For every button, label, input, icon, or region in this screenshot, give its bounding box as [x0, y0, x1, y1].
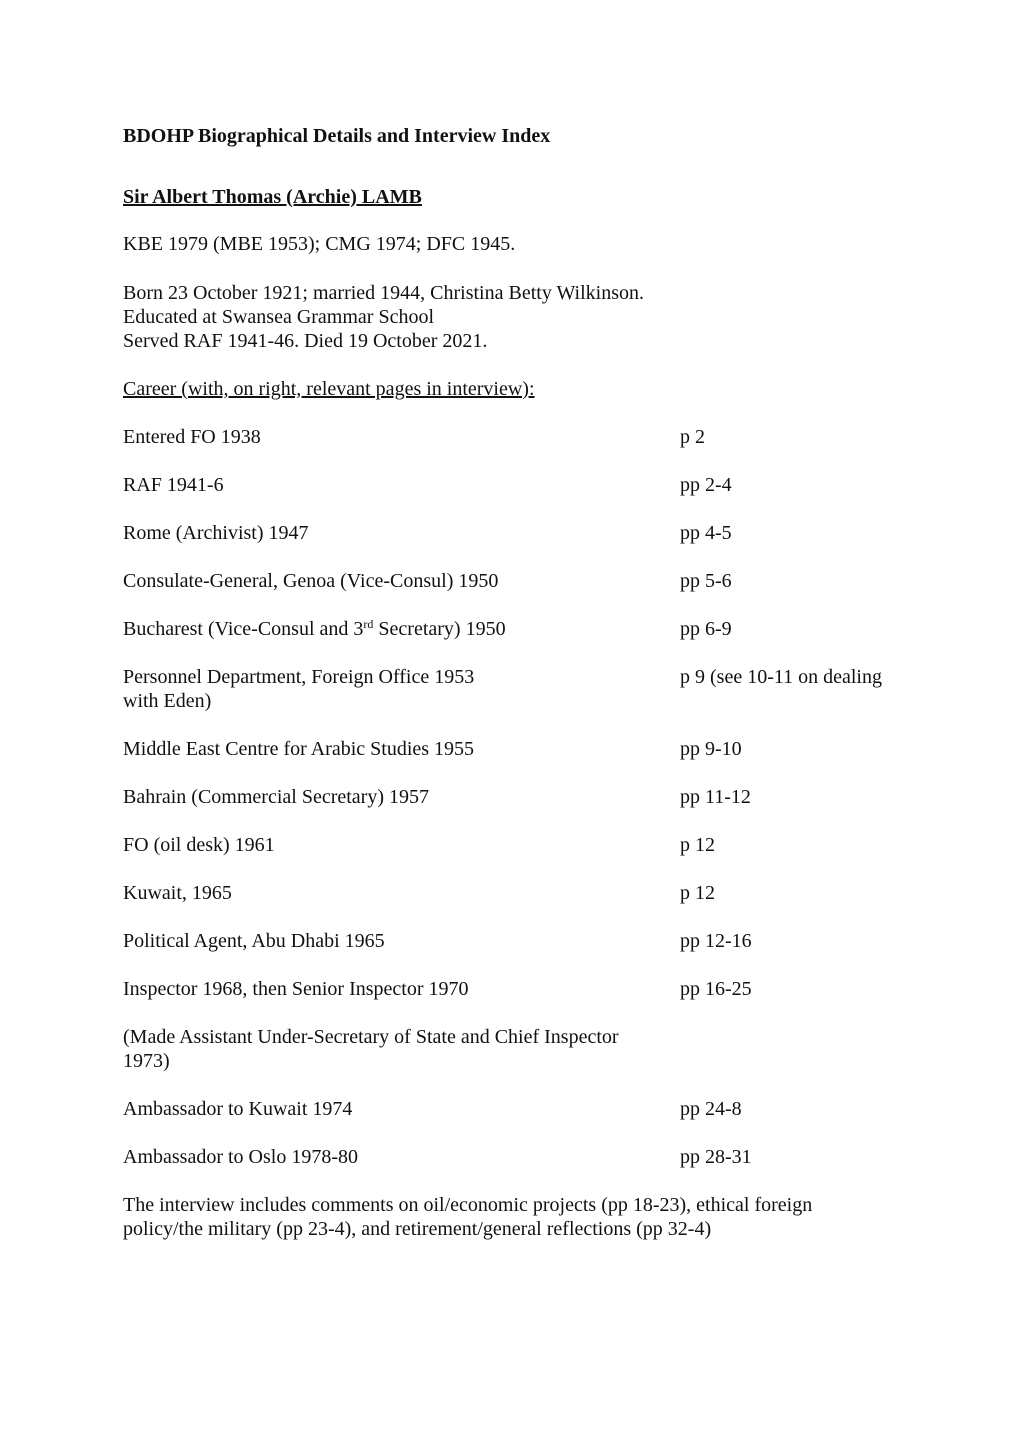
career-pages: pp 9-10 [680, 738, 742, 760]
career-post: Political Agent, Abu Dhabi 1965 [123, 930, 385, 952]
career-row [123, 665, 913, 713]
career-row [123, 1145, 913, 1169]
career-row [123, 785, 913, 809]
career-post-text: Secretary) 1950 [373, 618, 506, 640]
career-post: RAF 1941-6 [123, 474, 224, 496]
career-row [123, 569, 913, 593]
bio-line-born: Born 23 October 1921; married 1944, Christina Betty Wilkinson. [123, 282, 644, 304]
career-post: Middle East Centre for Arabic Studies 1955 [123, 738, 475, 760]
career-post: Consulate-General, Genoa (Vice-Consul) 1950 [123, 570, 499, 592]
career-row [123, 1097, 913, 1121]
career-post-text: Bucharest (Vice-Consul and 3 [123, 618, 364, 640]
honours-line: KBE 1979 (MBE 1953); CMG 1974; DFC 1945. [123, 233, 516, 255]
document-heading: BDOHP Biographical Details and Interview Index [123, 125, 551, 147]
career-post [123, 617, 680, 641]
career-post: Bahrain (Commercial Secretary) 1957 [123, 786, 429, 808]
bio-line-education: Educated at Swansea Grammar School [123, 306, 435, 328]
career-post-line: (Made Assistant Under-Secretary of State and Chief Inspector [123, 1026, 619, 1048]
career-pages: p 12 [680, 882, 715, 904]
career-row [123, 929, 913, 953]
career-pages: pp 24-8 [680, 1098, 742, 1120]
career-pages: p 2 [680, 426, 705, 448]
subject-name: Sir Albert Thomas (Archie) LAMB [123, 186, 422, 208]
career-pages: pp 16-25 [680, 978, 752, 1000]
bio-line-service: Served RAF 1941-46. Died 19 October 2021. [123, 330, 488, 352]
career-post: Rome (Archivist) 1947 [123, 522, 309, 544]
career-pages: pp 5-6 [680, 570, 732, 592]
career-post: Entered FO 1938 [123, 426, 261, 448]
career-row [123, 473, 913, 497]
career-label: Career (with, on right, relevant pages in interview): [123, 378, 535, 400]
biography-block [123, 281, 913, 353]
career-pages: pp 11-12 [680, 786, 751, 808]
career-post: FO (oil desk) 1961 [123, 834, 275, 856]
career-post: Ambassador to Kuwait 1974 [123, 1098, 353, 1120]
career-list [123, 425, 913, 1169]
interview-note: The interview includes comments on oil/economic projects (pp 18-23), ethical foreign policy/the military (pp 23-4), and retirement/general reflections (pp 32-4) [123, 1194, 813, 1240]
career-post [123, 665, 680, 713]
career-pages: pp 28-31 [680, 1146, 752, 1168]
career-row [123, 1025, 913, 1073]
career-pages: p 12 [680, 834, 715, 856]
career-pages: pp 6-9 [680, 618, 732, 640]
career-row [123, 521, 913, 545]
career-row [123, 881, 913, 905]
career-post: Ambassador to Oslo 1978-80 [123, 1146, 358, 1168]
career-pages: pp 12-16 [680, 930, 752, 952]
career-pages: pp 2-4 [680, 474, 732, 496]
career-row [123, 737, 913, 761]
career-post [123, 1025, 680, 1073]
career-post: Kuwait, 1965 [123, 882, 232, 904]
career-pages: p 9 (see 10-11 on dealing [680, 666, 882, 688]
career-row [123, 977, 913, 1001]
ordinal-suffix: rd [363, 617, 374, 631]
career-post: Inspector 1968, then Senior Inspector 1970 [123, 978, 469, 1000]
career-pages: pp 4-5 [680, 522, 732, 544]
career-post-line: Personnel Department, Foreign Office 1953 [123, 666, 475, 688]
document-page [123, 124, 913, 1241]
career-row [123, 617, 913, 641]
career-post-line: with Eden) [123, 690, 212, 712]
career-post-line: 1973) [123, 1050, 170, 1072]
career-row [123, 833, 913, 857]
career-row [123, 425, 913, 449]
